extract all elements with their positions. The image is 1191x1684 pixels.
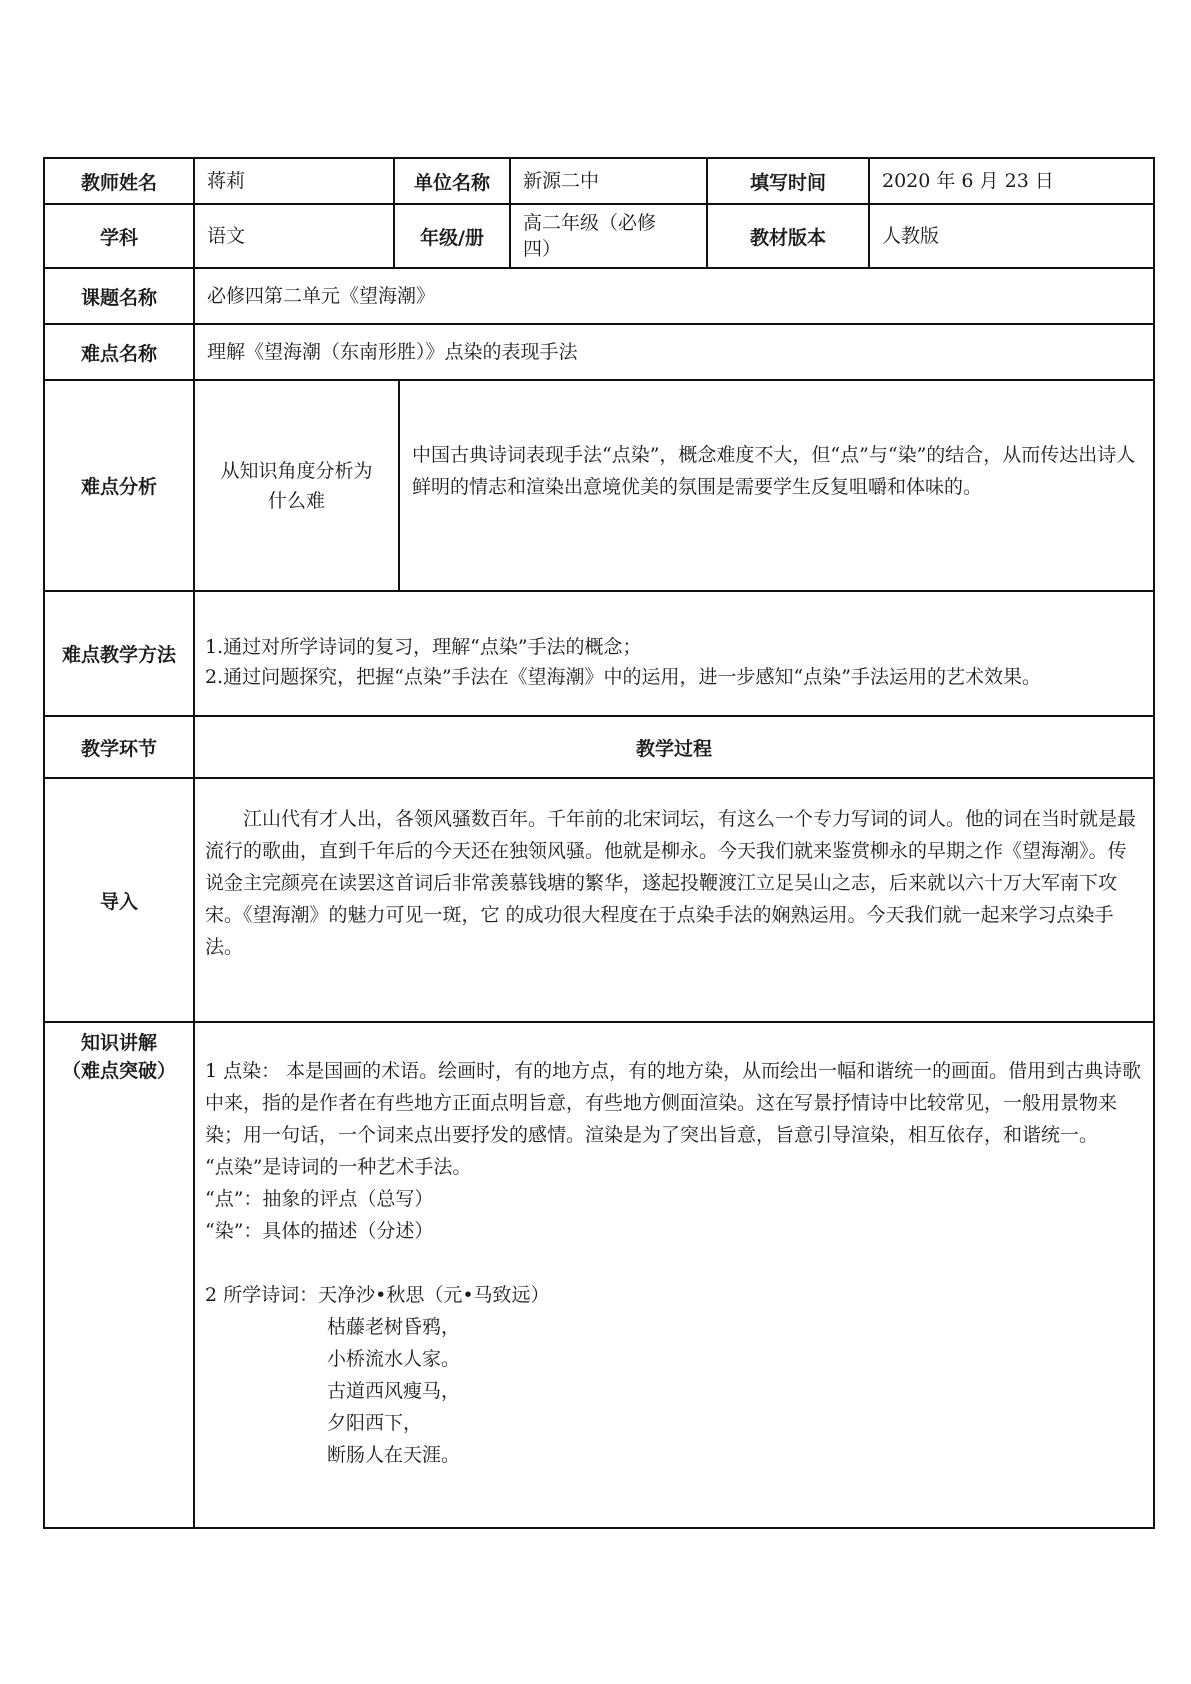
topic-value: 必修四第二单元《望海潮》 bbox=[194, 268, 1154, 324]
header-row-1 bbox=[44, 158, 1154, 204]
analysis-label: 难点分析 bbox=[44, 380, 194, 591]
method-content bbox=[194, 591, 1154, 716]
difficulty-value: 理解《望海潮（东南形胜）》点染的表现手法 bbox=[194, 324, 1154, 380]
poem-line: 小桥流水人家。 bbox=[327, 1348, 461, 1370]
teacher-label: 教师姓名 bbox=[44, 158, 194, 204]
analysis-text: 中国古典诗词表现手法“点染”，概念难度不大，但“点”与“染”的结合，从而传达出诗人鲜明的情志和渲染出意境优美的氛围是需要学生反复咀嚼和体味的。 bbox=[412, 443, 1136, 498]
grade-value: 高二年级（必修四） bbox=[510, 204, 707, 268]
topic-row bbox=[44, 268, 1154, 324]
method-line-2: 2.通过问题探究，把握“点染”手法在《望海潮》中的运用，进一步感知“点染”手法运用的艺术效果。 bbox=[205, 665, 1041, 688]
knowledge-content bbox=[194, 1022, 1154, 1528]
grade-label: 年级/册 bbox=[394, 204, 510, 268]
poem-line: 枯藤老树昏鸦， bbox=[327, 1316, 461, 1338]
analysis-inner-table bbox=[195, 381, 1153, 590]
process-label: 教学过程 bbox=[194, 716, 1154, 778]
edition-value: 人教版 bbox=[869, 204, 1154, 268]
method-label: 难点教学方法 bbox=[44, 591, 194, 716]
subject-label: 学科 bbox=[44, 204, 194, 268]
knowledge-para-1: 1 点染： 本是国画的术语。绘画时，有的地方点，有的地方染，从而绘出一幅和谐统一的画面。借用到古典诗歌中来，指的是作者在有些地方正面点明旨意，有些地方侧面渲染。这在写景抒情诗中比较常见，一般用景物来染；用一句话，一个词来点出要抒发的感情。渲染是为了突出旨意，旨意引导渲染，相互依存，和谐统一。 bbox=[205, 1060, 1142, 1146]
analysis-row bbox=[44, 380, 1154, 591]
knowledge-line-a: “点染”是诗词的一种艺术手法。 bbox=[205, 1156, 472, 1178]
difficulty-label: 难点名称 bbox=[44, 324, 194, 380]
method-line-1: 1.通过对所学诗词的复习，理解“点染”手法的概念； bbox=[205, 635, 642, 658]
topic-label: 课题名称 bbox=[44, 268, 194, 324]
knowledge-line-c: “染”：具体的描述（分述） bbox=[205, 1220, 434, 1242]
date-label: 填写时间 bbox=[707, 158, 869, 204]
difficulty-row bbox=[44, 324, 1154, 380]
poem-line: 古道西风瘦马， bbox=[327, 1380, 461, 1402]
subject-value: 语文 bbox=[194, 204, 394, 268]
teacher-value: 蒋莉 bbox=[194, 158, 394, 204]
method-row bbox=[44, 591, 1154, 716]
edition-label: 教材版本 bbox=[707, 204, 869, 268]
intro-label: 导入 bbox=[44, 778, 194, 1022]
process-header-row bbox=[44, 716, 1154, 778]
knowledge-line-b: “点”：抽象的评点（总写） bbox=[205, 1188, 434, 1210]
unit-value: 新源二中 bbox=[510, 158, 707, 204]
intro-row bbox=[44, 778, 1154, 1022]
analysis-content bbox=[194, 380, 1154, 591]
unit-label: 单位名称 bbox=[394, 158, 510, 204]
poem-intro: 2 所学诗词：天净沙•秋思（元•马致远） bbox=[205, 1284, 550, 1306]
knowledge-label-line-1: 知识讲解 bbox=[80, 1032, 157, 1054]
stage-label: 教学环节 bbox=[44, 716, 194, 778]
poem-line: 夕阳西下， bbox=[327, 1412, 423, 1434]
knowledge-row bbox=[44, 1022, 1154, 1528]
date-value: 2020 年 6 月 23 日 bbox=[869, 158, 1154, 204]
header-row-2 bbox=[44, 204, 1154, 268]
analysis-sublabel: 从知识角度分析为什么难 bbox=[195, 381, 399, 590]
poem-line: 断肠人在天涯。 bbox=[327, 1444, 461, 1466]
lesson-plan-table bbox=[43, 157, 1155, 1529]
knowledge-label bbox=[44, 1022, 194, 1528]
knowledge-label-line-2: （难点突破） bbox=[61, 1060, 176, 1082]
intro-text: 江山代有才人出，各领风骚数百年。千年前的北宋词坛，有这么一个专力写词的词人。他的词在当时就是最流行的歌曲，直到千年后的今天还在独领风骚。他就是柳永。今天我们就来鉴赏柳永的早期之作《望海潮》。传说金主完颜亮在读罢这首词后非常羡慕钱塘的繁华，遂起投鞭渡江立足吴山之志，后来就以六十万大军南下攻宋。《望海潮》的魅力可见一斑，它 的成功很大程度在于点染手法的娴熟运用。今天我们就一起来学习点染手法。 bbox=[194, 778, 1154, 1022]
